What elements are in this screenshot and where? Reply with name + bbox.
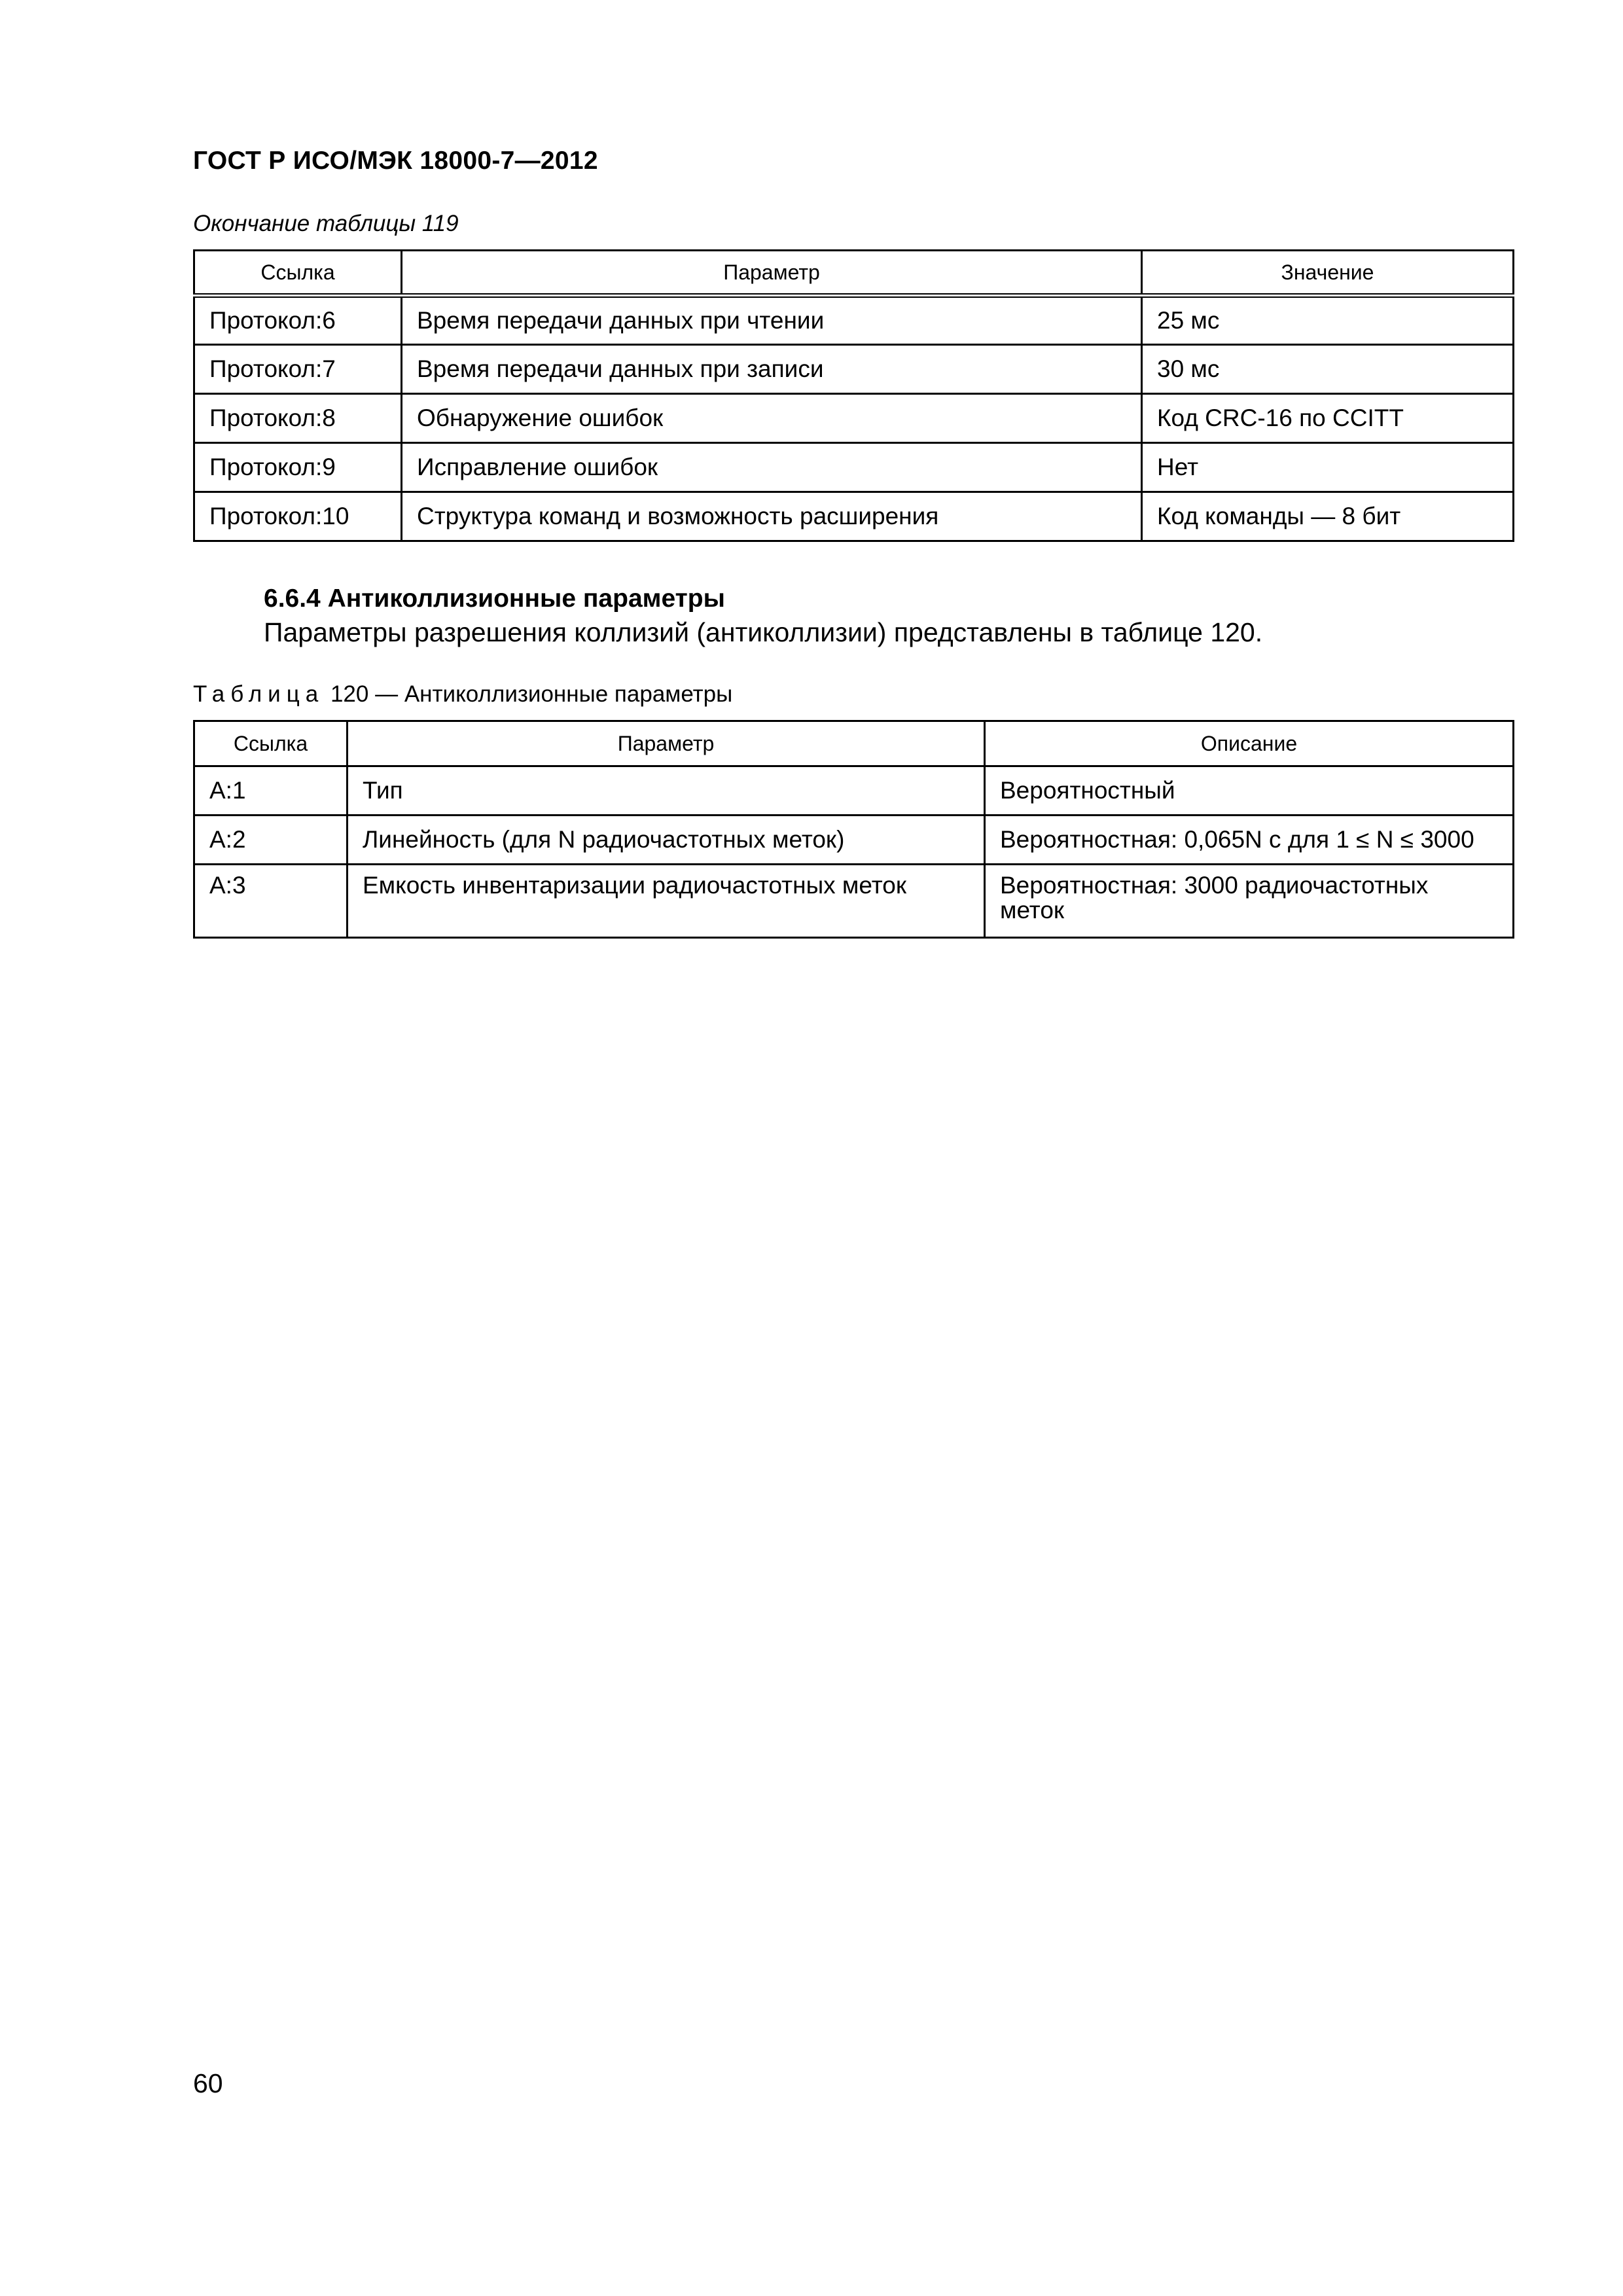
table-row (194, 296, 1514, 345)
table-cell-parameter: Линейность (для N радиочастотных меток) (348, 816, 985, 865)
section-paragraph: Параметры разрешения коллизий (антиколлизии) представлены в таблице 120. (264, 617, 1263, 647)
table-cell-parameter: Тип (348, 766, 985, 816)
table-caption-label: Таблица (193, 681, 325, 707)
table-120-caption (193, 681, 732, 708)
page-header-standard-code: ГОСТ Р ИСО/МЭК 18000-7—2012 (193, 147, 598, 175)
table-caption-title: 120 — Антиколлизионные параметры (330, 681, 733, 707)
table-cell-description: Вероятностный (985, 766, 1514, 816)
table-row (194, 865, 1514, 938)
page-number: 60 (193, 2068, 223, 2098)
column-header-reference: Ссылка (194, 721, 348, 766)
table-cell-parameter: Емкость инвентаризации радиочастотных меток (348, 865, 985, 938)
column-header-value: Значение (1142, 251, 1514, 296)
table-cell-value: Код CRC-16 по CCITT (1142, 394, 1514, 443)
table-cell-parameter: Структура команд и возможность расширения (402, 492, 1142, 541)
table-cell-reference: Протокол:9 (194, 443, 402, 492)
table-row (194, 816, 1514, 865)
table-cell-description: Вероятностная: 3000 радиочастотных меток (985, 865, 1514, 938)
table-119-continuation (193, 249, 1514, 542)
table-row (194, 492, 1514, 541)
table-cell-parameter: Исправление ошибок (402, 443, 1142, 492)
table-cell-value: 25 мс (1142, 296, 1514, 345)
table-cell-parameter: Время передачи данных при записи (402, 345, 1142, 394)
table-header-row (194, 721, 1514, 766)
table-120 (193, 720, 1514, 939)
table-cell-reference: Протокол:10 (194, 492, 402, 541)
table-header-row (194, 251, 1514, 296)
table-cell-reference: A:1 (194, 766, 348, 816)
column-header-parameter: Параметр (402, 251, 1142, 296)
table-row (194, 766, 1514, 816)
table-cell-reference: A:3 (194, 865, 348, 938)
table-row (194, 345, 1514, 394)
table-cell-reference: Протокол:8 (194, 394, 402, 443)
table-cell-reference: Протокол:6 (194, 296, 402, 345)
column-header-parameter: Параметр (348, 721, 985, 766)
table-cell-description: Вероятностная: 0,065N с для 1 ≤ N ≤ 3000 (985, 816, 1514, 865)
table-cell-value: 30 мс (1142, 345, 1514, 394)
column-header-reference: Ссылка (194, 251, 402, 296)
section-heading: 6.6.4 Антиколлизионные параметры (264, 584, 725, 613)
table-cell-value: Код команды — 8 бит (1142, 492, 1514, 541)
table-cell-parameter: Обнаружение ошибок (402, 394, 1142, 443)
table-row (194, 443, 1514, 492)
table-cell-value: Нет (1142, 443, 1514, 492)
table-cell-reference: A:2 (194, 816, 348, 865)
table-row (194, 394, 1514, 443)
table-119-continuation-caption: Окончание таблицы 119 (193, 211, 459, 236)
table-cell-parameter: Время передачи данных при чтении (402, 296, 1142, 345)
column-header-description: Описание (985, 721, 1514, 766)
table-cell-reference: Протокол:7 (194, 345, 402, 394)
